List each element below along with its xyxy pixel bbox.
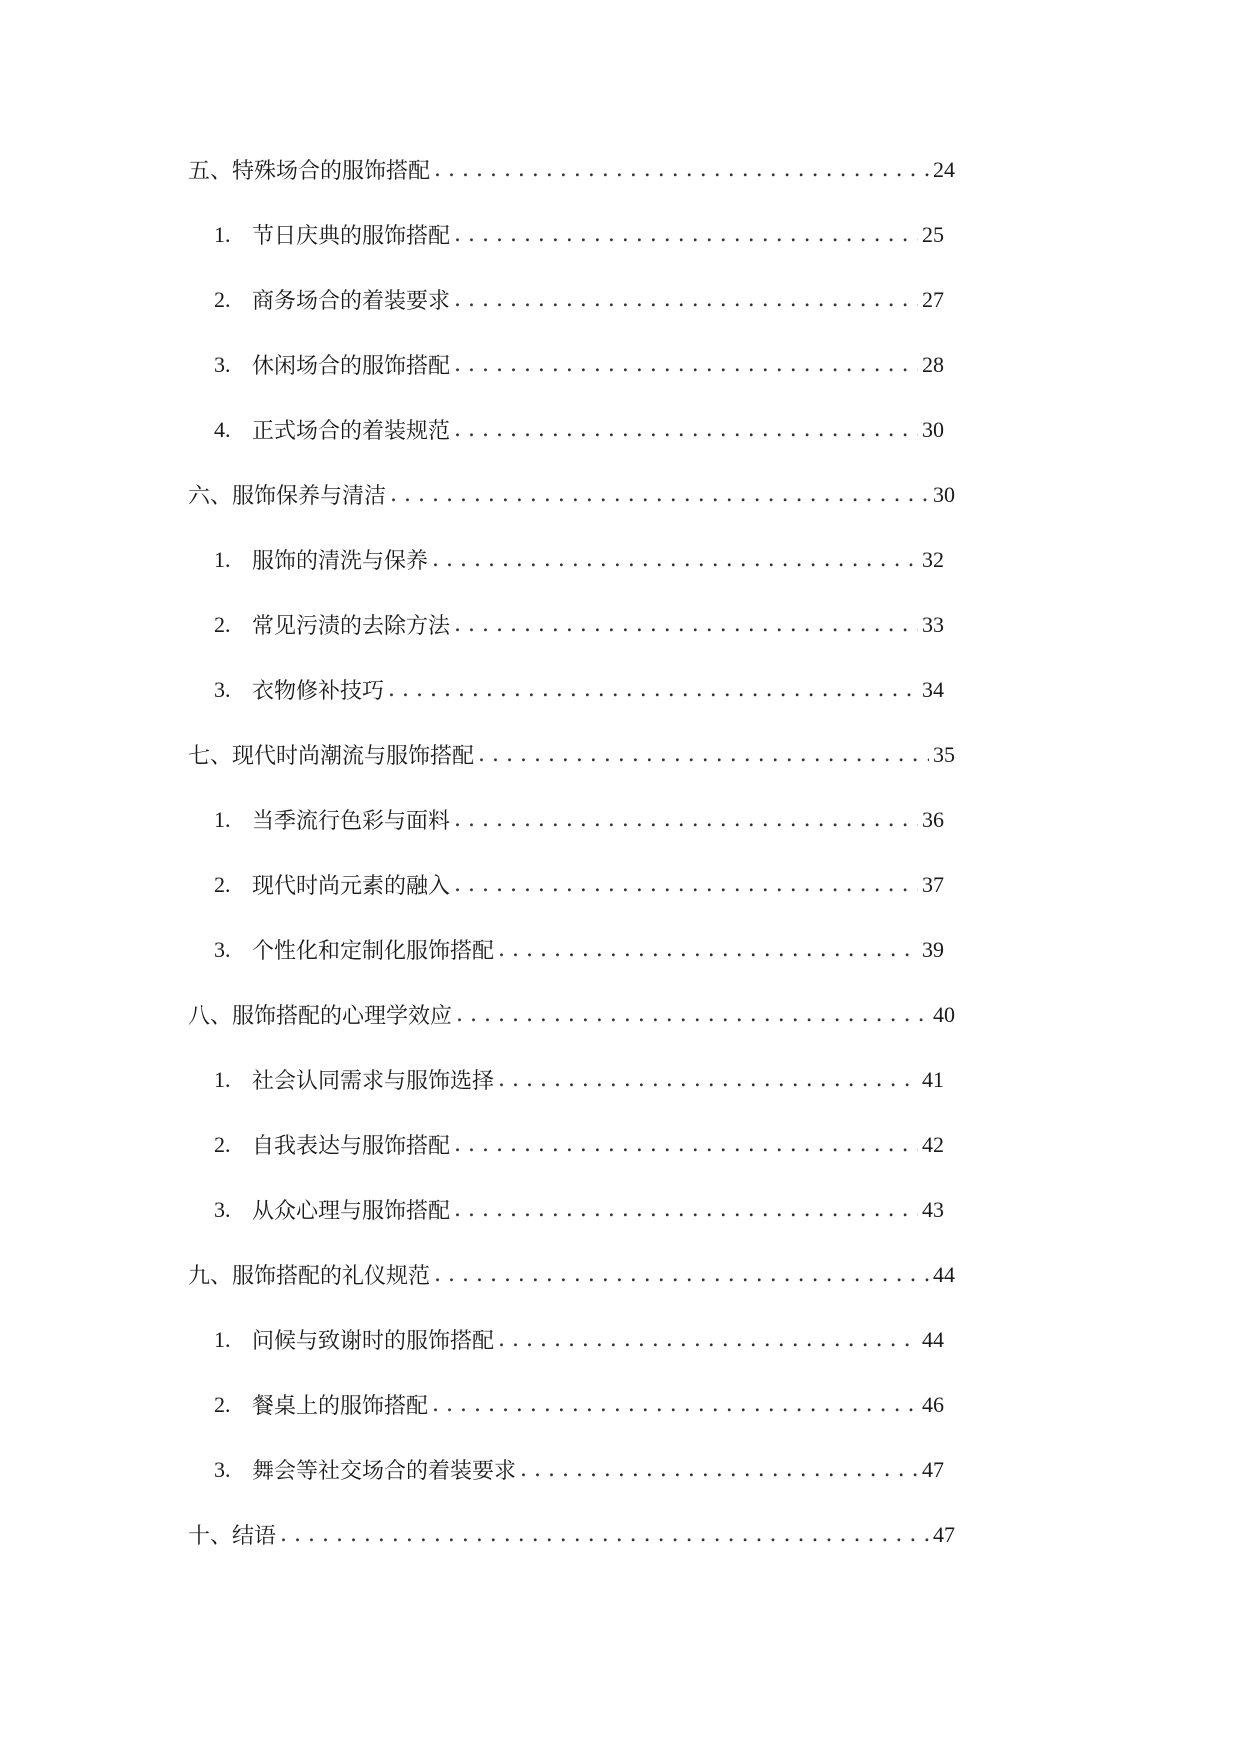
toc-subsection-entry[interactable] xyxy=(0,592,944,657)
toc-entry-number: 3. xyxy=(214,1196,231,1222)
toc-dot-leader xyxy=(456,1002,929,1027)
toc-entry-title: 休闲场合的服饰搭配 xyxy=(252,354,451,379)
toc-dot-leader xyxy=(498,1327,918,1352)
toc-entry-title: 正式场合的着装规范 xyxy=(252,419,451,444)
toc-entry-number: 3. xyxy=(214,1456,231,1482)
toc-dot-leader xyxy=(454,1132,918,1157)
toc-entry-title: 七、现代时尚潮流与服饰搭配 xyxy=(188,744,475,769)
toc-subsection-entry[interactable] xyxy=(0,917,944,982)
toc-dot-leader xyxy=(390,482,929,507)
toc-page-number: 40 xyxy=(933,1001,955,1027)
toc-entry-title: 五、特殊场合的服饰搭配 xyxy=(188,159,431,184)
table-of-contents xyxy=(0,137,1241,1567)
toc-dot-leader xyxy=(454,807,918,832)
toc-subsection-entry[interactable] xyxy=(0,1307,944,1372)
toc-page-number: 36 xyxy=(922,806,944,832)
toc-entry-number: 1. xyxy=(214,806,231,832)
toc-subsection-entry[interactable] xyxy=(0,1437,944,1502)
toc-page-number: 34 xyxy=(922,676,944,702)
toc-entry-number: 2. xyxy=(214,286,231,312)
toc-page-number: 30 xyxy=(922,416,944,442)
toc-entry-number: 2. xyxy=(214,611,231,637)
toc-entry-number: 1. xyxy=(214,1326,231,1352)
toc-dot-leader xyxy=(454,222,918,247)
toc-entry-title: 问候与致谢时的服饰搭配 xyxy=(252,1329,495,1354)
toc-section-entry[interactable] xyxy=(0,1502,955,1567)
toc-page-number: 24 xyxy=(933,156,955,182)
toc-entry-title: 服饰的清洗与保养 xyxy=(252,549,429,574)
toc-entry-title: 八、服饰搭配的心理学效应 xyxy=(188,1004,453,1029)
toc-entry-number: 2. xyxy=(214,1131,231,1157)
toc-page-number: 47 xyxy=(933,1521,955,1547)
toc-entry-number: 2. xyxy=(214,871,231,897)
toc-subsection-entry[interactable] xyxy=(0,1177,944,1242)
toc-entry-number: 3. xyxy=(214,676,231,702)
toc-section-entry[interactable] xyxy=(0,982,955,1047)
toc-entry-title: 十、结语 xyxy=(188,1524,277,1549)
toc-dot-leader xyxy=(498,937,918,962)
toc-entry-title: 舞会等社交场合的着装要求 xyxy=(252,1459,517,1484)
toc-subsection-entry[interactable] xyxy=(0,397,944,462)
toc-dot-leader xyxy=(454,287,918,312)
toc-entry-title: 六、服饰保养与清洁 xyxy=(188,484,387,509)
toc-entry-title: 餐桌上的服饰搭配 xyxy=(252,1394,429,1419)
toc-page-number: 39 xyxy=(922,936,944,962)
toc-subsection-entry[interactable] xyxy=(0,1047,944,1112)
toc-entry-title: 现代时尚元素的融入 xyxy=(252,874,451,899)
toc-subsection-entry[interactable] xyxy=(0,1372,944,1437)
toc-dot-leader xyxy=(432,1392,918,1417)
toc-dot-leader xyxy=(280,1522,929,1547)
toc-page-number: 32 xyxy=(922,546,944,572)
toc-dot-leader xyxy=(498,1067,918,1092)
toc-entry-number: 1. xyxy=(214,546,231,572)
toc-subsection-entry[interactable] xyxy=(0,657,944,722)
toc-section-entry[interactable] xyxy=(0,722,955,787)
toc-entry-number: 4. xyxy=(214,416,231,442)
toc-page-number: 33 xyxy=(922,611,944,637)
toc-entry-title: 自我表达与服饰搭配 xyxy=(252,1134,451,1159)
toc-dot-leader xyxy=(454,1197,918,1222)
toc-section-entry[interactable] xyxy=(0,137,955,202)
toc-page-number: 28 xyxy=(922,351,944,377)
toc-dot-leader xyxy=(520,1457,918,1482)
toc-dot-leader xyxy=(434,157,929,182)
toc-dot-leader xyxy=(388,677,918,702)
toc-page-number: 44 xyxy=(922,1326,944,1352)
toc-subsection-entry[interactable] xyxy=(0,852,944,917)
toc-page-number: 46 xyxy=(922,1391,944,1417)
toc-subsection-entry[interactable] xyxy=(0,787,944,852)
toc-page-number: 41 xyxy=(922,1066,944,1092)
toc-dot-leader xyxy=(478,742,929,767)
toc-page-number: 25 xyxy=(922,221,944,247)
toc-entry-title: 节日庆典的服饰搭配 xyxy=(252,224,451,249)
toc-entry-title: 常见污渍的去除方法 xyxy=(252,614,451,639)
toc-page-number: 27 xyxy=(922,286,944,312)
toc-subsection-entry[interactable] xyxy=(0,332,944,397)
toc-entry-number: 2. xyxy=(214,1391,231,1417)
toc-entry-number: 3. xyxy=(214,351,231,377)
toc-entry-number: 1. xyxy=(214,1066,231,1092)
toc-page-number: 30 xyxy=(933,481,955,507)
toc-entry-title: 个性化和定制化服饰搭配 xyxy=(252,939,495,964)
toc-section-entry[interactable] xyxy=(0,462,955,527)
toc-dot-leader xyxy=(454,612,918,637)
toc-dot-leader xyxy=(434,1262,929,1287)
toc-entry-number: 1. xyxy=(214,221,231,247)
toc-section-entry[interactable] xyxy=(0,1242,955,1307)
toc-page-number: 35 xyxy=(933,741,955,767)
toc-entry-title: 从众心理与服饰搭配 xyxy=(252,1199,451,1224)
toc-page-number: 37 xyxy=(922,871,944,897)
toc-dot-leader xyxy=(432,547,918,572)
toc-entry-title: 社会认同需求与服饰选择 xyxy=(252,1069,495,1094)
toc-entry-title: 九、服饰搭配的礼仪规范 xyxy=(188,1264,431,1289)
toc-page-number: 43 xyxy=(922,1196,944,1222)
toc-dot-leader xyxy=(454,417,918,442)
toc-entry-title: 商务场合的着装要求 xyxy=(252,289,451,314)
toc-subsection-entry[interactable] xyxy=(0,527,944,592)
toc-page-number: 42 xyxy=(922,1131,944,1157)
toc-subsection-entry[interactable] xyxy=(0,267,944,332)
toc-entry-number: 3. xyxy=(214,936,231,962)
toc-page-number: 44 xyxy=(933,1261,955,1287)
toc-subsection-entry[interactable] xyxy=(0,202,944,267)
toc-entry-title: 衣物修补技巧 xyxy=(252,679,385,704)
toc-entry-title: 当季流行色彩与面料 xyxy=(252,809,451,834)
toc-subsection-entry[interactable] xyxy=(0,1112,944,1177)
toc-dot-leader xyxy=(454,872,918,897)
toc-page-number: 47 xyxy=(922,1456,944,1482)
toc-dot-leader xyxy=(454,352,918,377)
